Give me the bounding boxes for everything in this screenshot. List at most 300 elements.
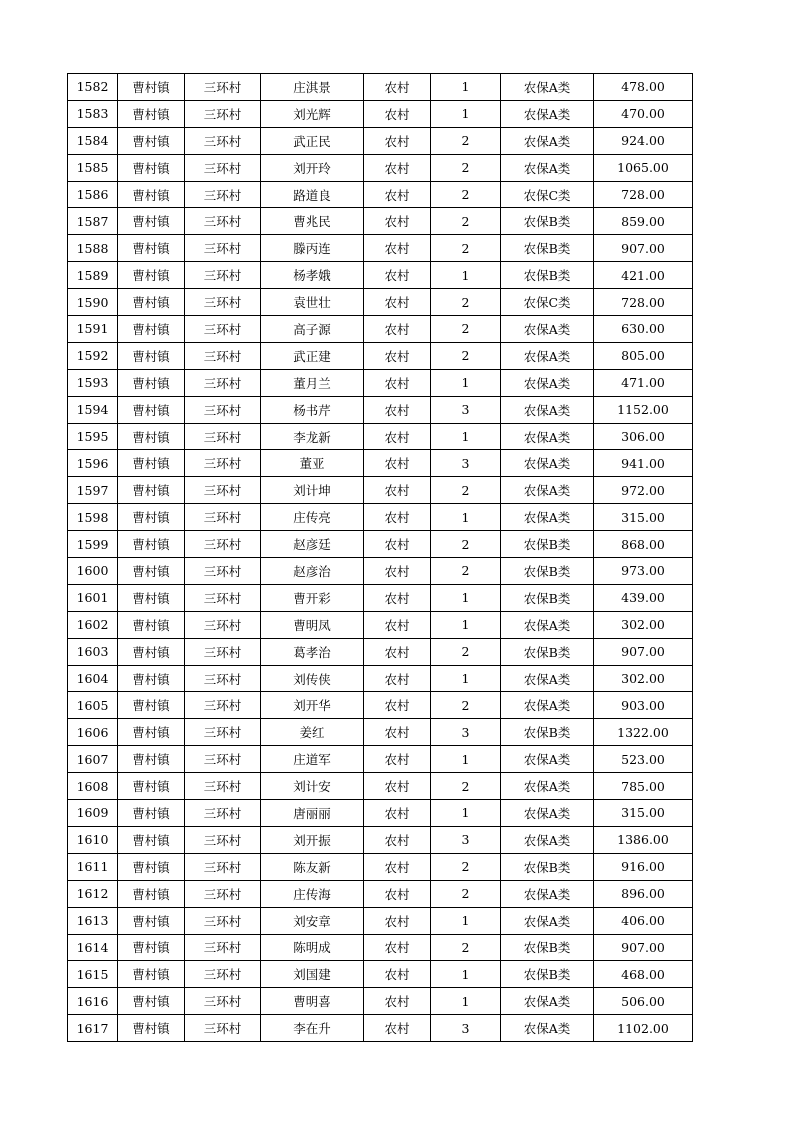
town-cell: 曹村镇 [118,504,185,531]
serial-number-cell: 1610 [68,826,118,853]
town-cell: 曹村镇 [118,450,185,477]
category-cell: 农保A类 [501,74,594,101]
town-cell: 曹村镇 [118,1015,185,1042]
table-row [68,423,693,450]
town-cell: 曹村镇 [118,558,185,585]
amount-cell: 924.00 [594,127,693,154]
town-cell: 曹村镇 [118,611,185,638]
household-type-cell: 农村 [364,74,431,101]
village-cell: 三环村 [185,477,261,504]
category-cell: 农保B类 [501,719,594,746]
village-cell: 三环村 [185,826,261,853]
household-type-cell: 农村 [364,611,431,638]
member-count-cell: 2 [431,289,501,316]
category-cell: 农保B类 [501,638,594,665]
name-cell: 陈明成 [261,934,364,961]
category-cell: 农保B类 [501,235,594,262]
name-cell: 武正建 [261,342,364,369]
household-type-cell: 农村 [364,746,431,773]
serial-number-cell: 1603 [68,638,118,665]
name-cell: 姜红 [261,719,364,746]
member-count-cell: 1 [431,504,501,531]
member-count-cell: 2 [431,127,501,154]
category-cell: 农保A类 [501,100,594,127]
household-type-cell: 农村 [364,235,431,262]
name-cell: 刘光辉 [261,100,364,127]
serial-number-cell: 1597 [68,477,118,504]
village-cell: 三环村 [185,961,261,988]
serial-number-cell: 1617 [68,1015,118,1042]
table-row [68,100,693,127]
category-cell: 农保A类 [501,396,594,423]
village-cell: 三环村 [185,289,261,316]
serial-number-cell: 1600 [68,558,118,585]
category-cell: 农保A类 [501,154,594,181]
household-type-cell: 农村 [364,504,431,531]
town-cell: 曹村镇 [118,127,185,154]
amount-cell: 468.00 [594,961,693,988]
amount-cell: 907.00 [594,934,693,961]
member-count-cell: 3 [431,1015,501,1042]
serial-number-cell: 1609 [68,800,118,827]
amount-cell: 470.00 [594,100,693,127]
village-cell: 三环村 [185,504,261,531]
town-cell: 曹村镇 [118,316,185,343]
town-cell: 曹村镇 [118,531,185,558]
town-cell: 曹村镇 [118,746,185,773]
village-cell: 三环村 [185,396,261,423]
amount-cell: 406.00 [594,907,693,934]
member-count-cell: 2 [431,208,501,235]
village-cell: 三环村 [185,773,261,800]
town-cell: 曹村镇 [118,988,185,1015]
category-cell: 农保A类 [501,880,594,907]
household-type-cell: 农村 [364,289,431,316]
member-count-cell: 2 [431,235,501,262]
name-cell: 刘安章 [261,907,364,934]
table-row [68,692,693,719]
village-cell: 三环村 [185,853,261,880]
name-cell: 李龙新 [261,423,364,450]
village-cell: 三环村 [185,692,261,719]
member-count-cell: 1 [431,611,501,638]
category-cell: 农保A类 [501,369,594,396]
village-cell: 三环村 [185,235,261,262]
table-row [68,880,693,907]
member-count-cell: 1 [431,584,501,611]
town-cell: 曹村镇 [118,826,185,853]
household-type-cell: 农村 [364,181,431,208]
village-cell: 三环村 [185,934,261,961]
amount-cell: 916.00 [594,853,693,880]
amount-cell: 523.00 [594,746,693,773]
serial-number-cell: 1591 [68,316,118,343]
category-cell: 农保A类 [501,342,594,369]
member-count-cell: 2 [431,773,501,800]
serial-number-cell: 1599 [68,531,118,558]
serial-number-cell: 1584 [68,127,118,154]
name-cell: 刘传侠 [261,665,364,692]
table-row [68,611,693,638]
category-cell: 农保A类 [501,450,594,477]
household-type-cell: 农村 [364,154,431,181]
amount-cell: 728.00 [594,181,693,208]
village-cell: 三环村 [185,1015,261,1042]
serial-number-cell: 1602 [68,611,118,638]
village-cell: 三环村 [185,746,261,773]
village-cell: 三环村 [185,154,261,181]
serial-number-cell: 1593 [68,369,118,396]
table-row [68,988,693,1015]
name-cell: 董月兰 [261,369,364,396]
town-cell: 曹村镇 [118,262,185,289]
household-type-cell: 农村 [364,477,431,504]
table-row [68,773,693,800]
serial-number-cell: 1589 [68,262,118,289]
member-count-cell: 1 [431,262,501,289]
category-cell: 农保A类 [501,826,594,853]
household-type-cell: 农村 [364,1015,431,1042]
serial-number-cell: 1583 [68,100,118,127]
name-cell: 曹明喜 [261,988,364,1015]
town-cell: 曹村镇 [118,342,185,369]
household-type-cell: 农村 [364,316,431,343]
town-cell: 曹村镇 [118,369,185,396]
household-type-cell: 农村 [364,800,431,827]
town-cell: 曹村镇 [118,800,185,827]
member-count-cell: 3 [431,719,501,746]
household-type-cell: 农村 [364,369,431,396]
town-cell: 曹村镇 [118,423,185,450]
name-cell: 赵彦治 [261,558,364,585]
town-cell: 曹村镇 [118,638,185,665]
category-cell: 农保B类 [501,262,594,289]
village-cell: 三环村 [185,127,261,154]
name-cell: 曹兆民 [261,208,364,235]
household-type-cell: 农村 [364,907,431,934]
household-type-cell: 农村 [364,665,431,692]
household-type-cell: 农村 [364,853,431,880]
household-type-cell: 农村 [364,396,431,423]
name-cell: 滕丙连 [261,235,364,262]
household-type-cell: 农村 [364,423,431,450]
member-count-cell: 2 [431,853,501,880]
household-type-cell: 农村 [364,988,431,1015]
amount-cell: 1102.00 [594,1015,693,1042]
name-cell: 庄道军 [261,746,364,773]
serial-number-cell: 1611 [68,853,118,880]
amount-cell: 1322.00 [594,719,693,746]
village-cell: 三环村 [185,800,261,827]
serial-number-cell: 1587 [68,208,118,235]
amount-cell: 471.00 [594,369,693,396]
village-cell: 三环村 [185,907,261,934]
village-cell: 三环村 [185,665,261,692]
serial-number-cell: 1588 [68,235,118,262]
household-type-cell: 农村 [364,584,431,611]
amount-cell: 805.00 [594,342,693,369]
household-type-cell: 农村 [364,262,431,289]
household-type-cell: 农村 [364,934,431,961]
member-count-cell: 2 [431,342,501,369]
table-row [68,558,693,585]
table-row [68,316,693,343]
serial-number-cell: 1585 [68,154,118,181]
member-count-cell: 2 [431,181,501,208]
household-type-cell: 农村 [364,826,431,853]
amount-cell: 859.00 [594,208,693,235]
category-cell: 农保B类 [501,531,594,558]
amount-cell: 907.00 [594,638,693,665]
amount-cell: 1386.00 [594,826,693,853]
table-row [68,369,693,396]
amount-cell: 785.00 [594,773,693,800]
table-row [68,450,693,477]
village-cell: 三环村 [185,316,261,343]
category-cell: 农保A类 [501,692,594,719]
household-type-cell: 农村 [364,638,431,665]
village-cell: 三环村 [185,719,261,746]
category-cell: 农保A类 [501,127,594,154]
member-count-cell: 2 [431,477,501,504]
category-cell: 农保C类 [501,289,594,316]
household-type-cell: 农村 [364,773,431,800]
village-cell: 三环村 [185,262,261,289]
name-cell: 杨孝娥 [261,262,364,289]
town-cell: 曹村镇 [118,880,185,907]
serial-number-cell: 1596 [68,450,118,477]
town-cell: 曹村镇 [118,74,185,101]
table-row [68,208,693,235]
table-row [68,289,693,316]
serial-number-cell: 1601 [68,584,118,611]
member-count-cell: 3 [431,826,501,853]
amount-cell: 315.00 [594,504,693,531]
amount-cell: 302.00 [594,665,693,692]
village-cell: 三环村 [185,181,261,208]
amount-cell: 506.00 [594,988,693,1015]
table-row [68,907,693,934]
table-row [68,396,693,423]
amount-cell: 421.00 [594,262,693,289]
table-row [68,74,693,101]
name-cell: 杨书芹 [261,396,364,423]
member-count-cell: 1 [431,746,501,773]
town-cell: 曹村镇 [118,692,185,719]
village-cell: 三环村 [185,423,261,450]
amount-cell: 972.00 [594,477,693,504]
name-cell: 刘国建 [261,961,364,988]
name-cell: 赵彦廷 [261,531,364,558]
amount-cell: 903.00 [594,692,693,719]
member-count-cell: 2 [431,558,501,585]
name-cell: 唐丽丽 [261,800,364,827]
category-cell: 农保A类 [501,907,594,934]
amount-cell: 941.00 [594,450,693,477]
household-type-cell: 农村 [364,880,431,907]
village-cell: 三环村 [185,100,261,127]
member-count-cell: 2 [431,316,501,343]
category-cell: 农保B类 [501,208,594,235]
category-cell: 农保A类 [501,746,594,773]
household-type-cell: 农村 [364,127,431,154]
member-count-cell: 1 [431,961,501,988]
household-type-cell: 农村 [364,342,431,369]
table-row [68,665,693,692]
village-cell: 三环村 [185,450,261,477]
table-row [68,746,693,773]
town-cell: 曹村镇 [118,961,185,988]
amount-cell: 907.00 [594,235,693,262]
town-cell: 曹村镇 [118,853,185,880]
category-cell: 农保C类 [501,181,594,208]
village-cell: 三环村 [185,558,261,585]
name-cell: 陈友新 [261,853,364,880]
serial-number-cell: 1607 [68,746,118,773]
category-cell: 农保A类 [501,316,594,343]
village-cell: 三环村 [185,369,261,396]
member-count-cell: 1 [431,423,501,450]
amount-cell: 728.00 [594,289,693,316]
town-cell: 曹村镇 [118,584,185,611]
name-cell: 庄淇景 [261,74,364,101]
category-cell: 农保A类 [501,665,594,692]
name-cell: 刘开华 [261,692,364,719]
member-count-cell: 1 [431,100,501,127]
household-type-cell: 农村 [364,961,431,988]
table-row [68,235,693,262]
serial-number-cell: 1598 [68,504,118,531]
member-count-cell: 1 [431,800,501,827]
village-cell: 三环村 [185,208,261,235]
town-cell: 曹村镇 [118,235,185,262]
serial-number-cell: 1595 [68,423,118,450]
town-cell: 曹村镇 [118,154,185,181]
name-cell: 李在升 [261,1015,364,1042]
table-row [68,584,693,611]
serial-number-cell: 1613 [68,907,118,934]
amount-cell: 630.00 [594,316,693,343]
serial-number-cell: 1616 [68,988,118,1015]
amount-cell: 315.00 [594,800,693,827]
town-cell: 曹村镇 [118,181,185,208]
serial-number-cell: 1615 [68,961,118,988]
table-row [68,638,693,665]
name-cell: 曹开彩 [261,584,364,611]
town-cell: 曹村镇 [118,477,185,504]
serial-number-cell: 1614 [68,934,118,961]
name-cell: 刘开玲 [261,154,364,181]
serial-number-cell: 1594 [68,396,118,423]
table-row [68,262,693,289]
category-cell: 农保B类 [501,961,594,988]
table-row [68,531,693,558]
table-row [68,477,693,504]
amount-cell: 1065.00 [594,154,693,181]
member-count-cell: 2 [431,880,501,907]
category-cell: 农保A类 [501,800,594,827]
amount-cell: 439.00 [594,584,693,611]
village-cell: 三环村 [185,342,261,369]
household-type-cell: 农村 [364,531,431,558]
name-cell: 庄传亮 [261,504,364,531]
household-type-cell: 农村 [364,558,431,585]
name-cell: 武正民 [261,127,364,154]
member-count-cell: 1 [431,369,501,396]
member-count-cell: 1 [431,988,501,1015]
category-cell: 农保A类 [501,611,594,638]
name-cell: 高子源 [261,316,364,343]
village-cell: 三环村 [185,531,261,558]
name-cell: 刘开振 [261,826,364,853]
category-cell: 农保B类 [501,853,594,880]
town-cell: 曹村镇 [118,907,185,934]
town-cell: 曹村镇 [118,773,185,800]
village-cell: 三环村 [185,638,261,665]
member-count-cell: 1 [431,907,501,934]
household-type-cell: 农村 [364,450,431,477]
member-count-cell: 3 [431,396,501,423]
serial-number-cell: 1608 [68,773,118,800]
village-cell: 三环村 [185,988,261,1015]
table-row [68,826,693,853]
table-row [68,800,693,827]
town-cell: 曹村镇 [118,100,185,127]
member-count-cell: 2 [431,638,501,665]
household-type-cell: 农村 [364,208,431,235]
village-cell: 三环村 [185,74,261,101]
table-body [68,74,693,1042]
town-cell: 曹村镇 [118,289,185,316]
town-cell: 曹村镇 [118,934,185,961]
amount-cell: 302.00 [594,611,693,638]
town-cell: 曹村镇 [118,665,185,692]
table-row [68,853,693,880]
member-count-cell: 2 [431,531,501,558]
village-cell: 三环村 [185,584,261,611]
table-row [68,127,693,154]
amount-cell: 306.00 [594,423,693,450]
member-count-cell: 1 [431,665,501,692]
category-cell: 农保A类 [501,988,594,1015]
amount-cell: 1152.00 [594,396,693,423]
table-row [68,1015,693,1042]
serial-number-cell: 1590 [68,289,118,316]
name-cell: 刘计坤 [261,477,364,504]
name-cell: 曹明凤 [261,611,364,638]
village-cell: 三环村 [185,880,261,907]
name-cell: 袁世壮 [261,289,364,316]
category-cell: 农保B类 [501,584,594,611]
village-cell: 三环村 [185,611,261,638]
table-row [68,934,693,961]
name-cell: 葛孝治 [261,638,364,665]
household-type-cell: 农村 [364,100,431,127]
category-cell: 农保B类 [501,558,594,585]
member-count-cell: 1 [431,74,501,101]
name-cell: 路道良 [261,181,364,208]
town-cell: 曹村镇 [118,208,185,235]
table-row [68,504,693,531]
table-row [68,719,693,746]
name-cell: 刘计安 [261,773,364,800]
member-count-cell: 2 [431,692,501,719]
category-cell: 农保B类 [501,934,594,961]
serial-number-cell: 1604 [68,665,118,692]
amount-cell: 973.00 [594,558,693,585]
serial-number-cell: 1605 [68,692,118,719]
category-cell: 农保A类 [501,477,594,504]
